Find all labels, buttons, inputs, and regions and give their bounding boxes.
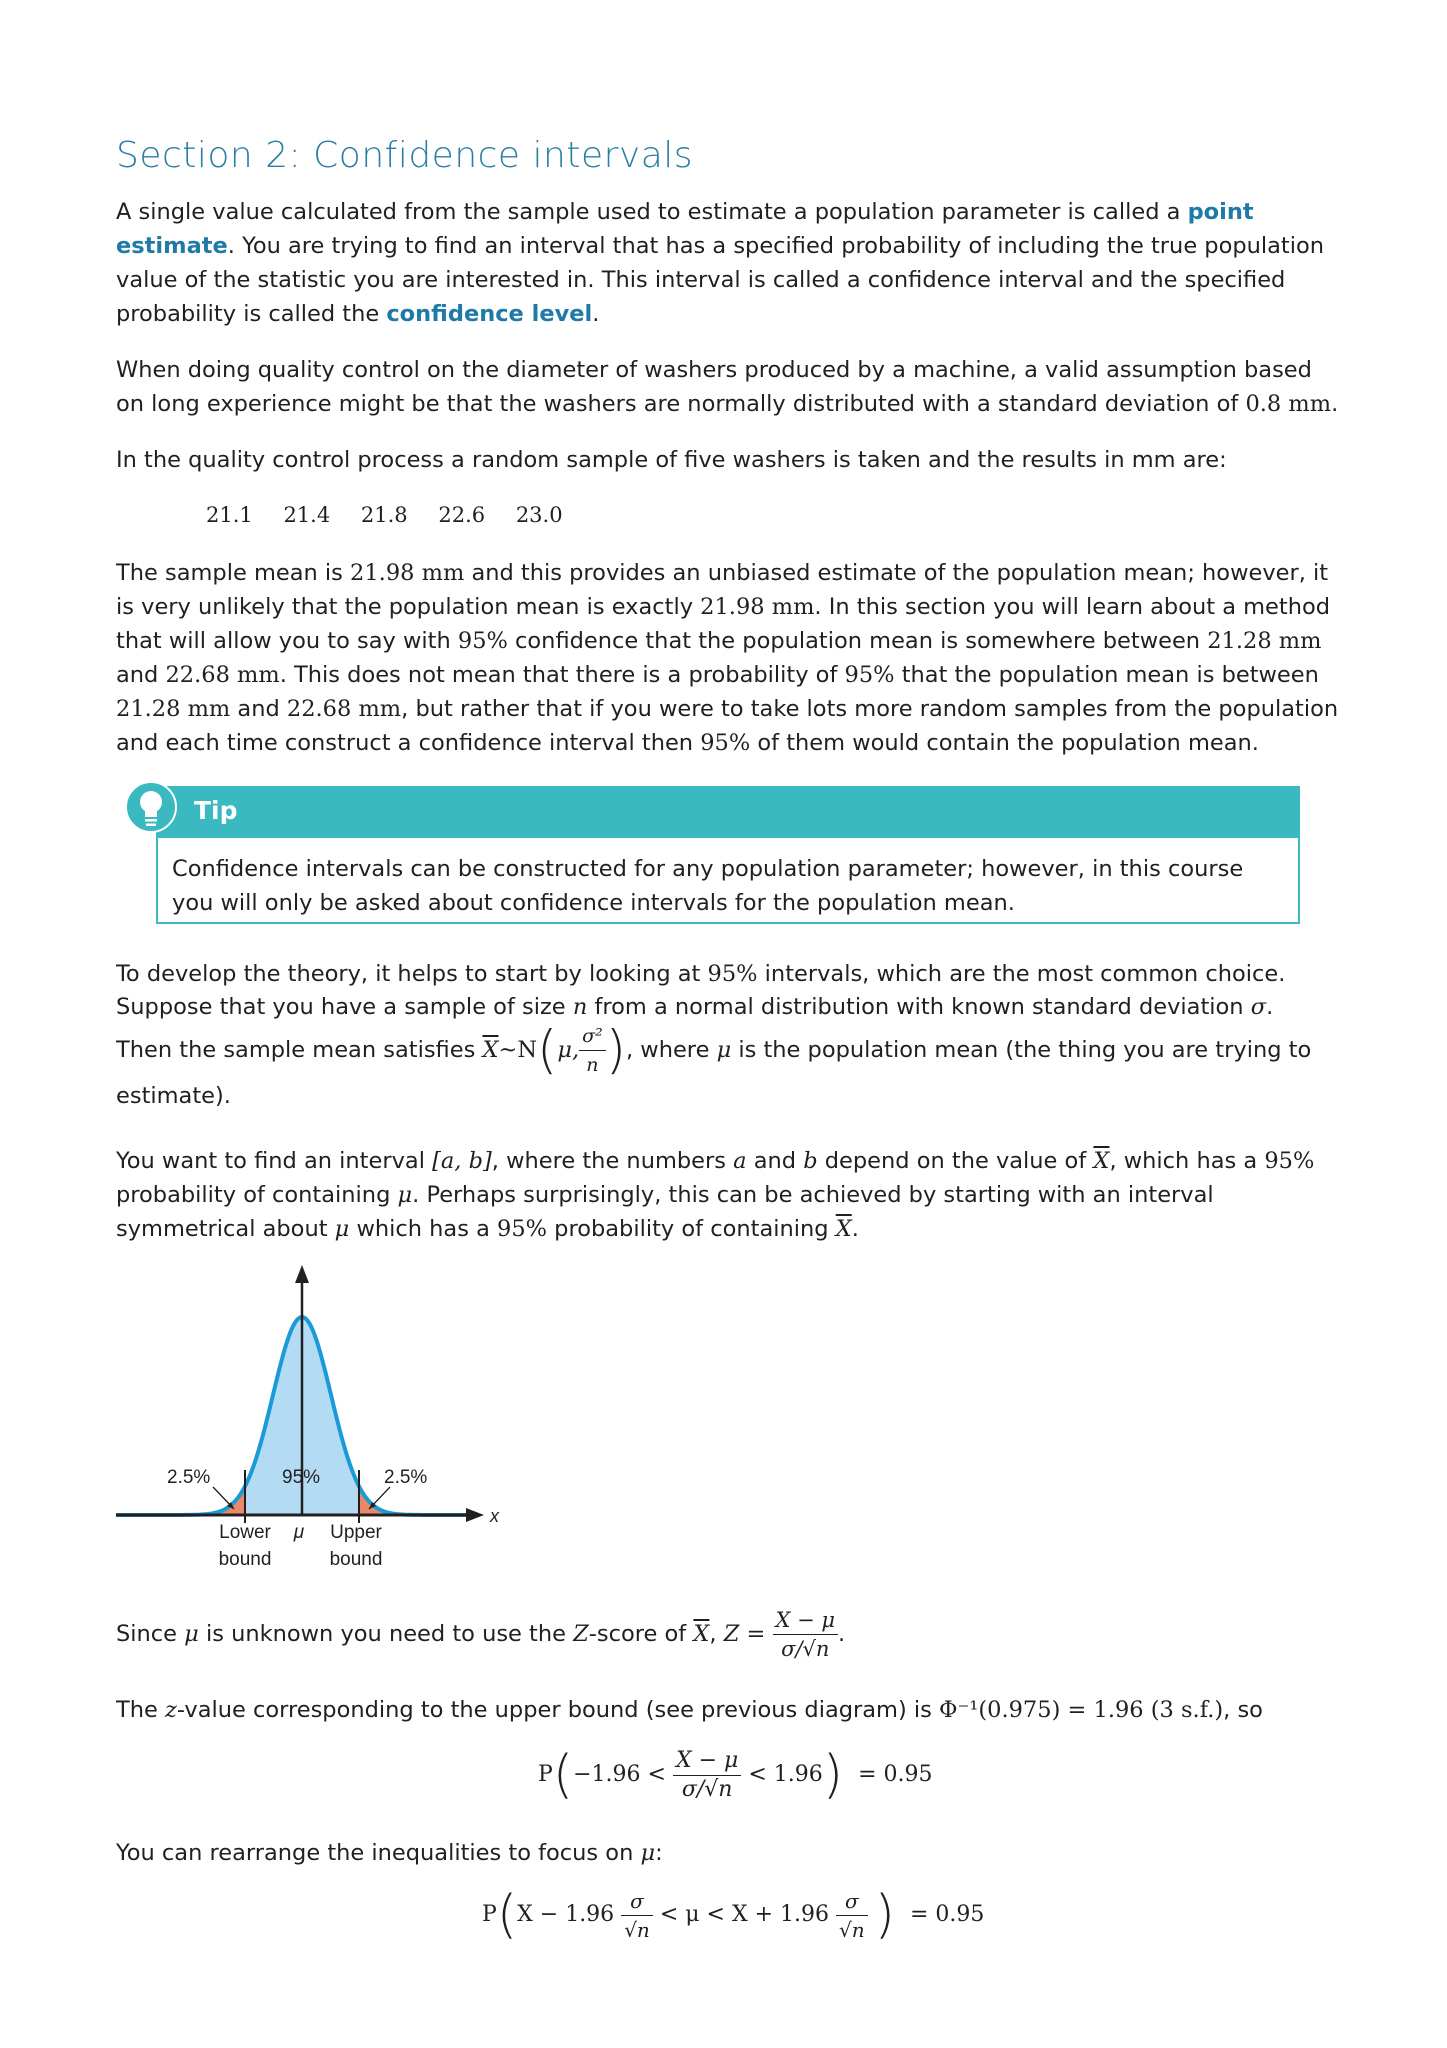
section-heading: Section 2: Confidence intervals [116, 135, 694, 176]
sample-value: 23.0 [515, 503, 563, 527]
keyword-point-estimate: point estimate [116, 199, 1254, 259]
lightbulb-icon [124, 780, 178, 834]
paragraph-rearrange: You can rearrange the inequalities to focus on μ: [116, 1840, 663, 1866]
tip-title: Tip [194, 796, 238, 825]
y-axis-arrowhead [295, 1265, 309, 1283]
normal-distribution-chart [116, 1265, 516, 1585]
paragraph-sample-intro: In the quality control process a random sample of five washers is taken and the results in mm are: [116, 447, 1227, 473]
tip-text: Confidence intervals can be constructed for any population parameter; however, in this course you will only be asked about confidence intervals for the population mean. [172, 856, 1244, 916]
z-score-fraction: $\frac{X - \mu}{\sigma/√n}$ [773, 1606, 839, 1663]
variance-fraction: $\frac{\text{σ²}}{n}$ [579, 1022, 606, 1079]
upper-tail-label: 2.5% [384, 1467, 428, 1488]
standardised-fraction: $\frac{X - \mu}{\sigma/√n}$ [673, 1747, 741, 1804]
paragraph-theory: To develop the theory, it helps to start by looking at 95% intervals, which are the most common choice. Suppose that you have a sample of size n from a normal distribution with known standard deviation σ. [116, 961, 1286, 1020]
sample-value: 21.4 [283, 503, 331, 527]
central-region-label: 95% [282, 1467, 321, 1488]
paragraph-z-score: Since μ is unknown you need to use the Z-score of $\overline{X}$, Z = $\frac{X - \mu}{\sigma/√n}$ . [116, 1608, 846, 1661]
paragraph-sample-mean-distribution: Then the sample mean satisfies $\overline{X}\sim N(\mu$, $\frac{\text{σ²}}{n}$ ), where μ is the population mean (the thing you are trying to estimate). [116, 1020, 1312, 1109]
sample-value: 21.8 [360, 503, 408, 527]
mu-tick-label: μ [293, 1522, 305, 1543]
standard-deviation-value: 0.8 mm [1245, 391, 1332, 417]
paragraph-sample-mean: The sample mean is 21.98 mm and this provides an unbiased estimate of the population mean; however, it is very unlikely that the population mean is exactly 21.98 mm. In this section you will learn about a method that will allow you to say with 95% confidence that the population mean is somewhere between 21.28 mm and 22.68 mm. This does not mean that there is a probability of 95% that the population mean is between 21.28 mm and 22.68 mm, but rather that if you were to take lots more random samples from the population and each time construct a confidence interval then 95% of them would contain the population mean. [116, 560, 1339, 756]
upper-bound-label: Upper bound [329, 1522, 383, 1570]
sample-value: 21.1 [206, 503, 253, 527]
keyword-confidence-level: confidence level [386, 301, 593, 327]
x-axis-arrowhead [466, 1508, 484, 1522]
sample-values [206, 503, 587, 527]
paragraph-washers: When doing quality control on the diameter of washers produced by a machine, a valid assumption based on long experience might be that the washers are normally distributed with a standard deviation of 0.8 mm. [116, 357, 1339, 417]
lower-bound-label: Lower bound [218, 1522, 272, 1570]
tip-header [156, 786, 1300, 838]
lower-tail-label: 2.5% [167, 1467, 211, 1488]
probability-equation-mu: P(X − 1.96 $\frac{\sigma}{√n}$ < μ < X + 1.96 $\frac{\sigma}{√n}$ ) = 0.95 [482, 1885, 985, 1945]
paragraph-z-value: The z-value corresponding to the upper bound (see previous diagram) is Φ⁻¹(0.975) = 1.96 (3 s.f.), so [116, 1697, 1263, 1723]
tip-body [156, 838, 1300, 924]
paragraph-point-estimate: A single value calculated from the sample used to estimate a population parameter is called a point estimate. You are trying to find an interval that has a specified probability of including the true population value of the statistic you are interested in. This interval is called a confidence interval and the specified probability is called the confidence level. [116, 199, 1325, 327]
sigma-over-root-n: $\frac{\sigma}{√n}$ [621, 1887, 653, 1944]
paragraph-interval: You want to find an interval [a, b], where the numbers a and b depend on the value of $\overline{X}$, which has a 95% probability of containing μ. Perhaps surprisingly, this can be achieved by starting with an interval symmetrical about μ which has a 95% probability of containing $\overline{X}$. [116, 1148, 1315, 1242]
x-axis-label: x [490, 1506, 499, 1526]
probability-equation-z: P(−1.96 < $\frac{X - \mu}{\sigma/√n}$ < 1.96) = 0.95 [538, 1745, 933, 1805]
sigma-over-root-n: $\frac{\sigma}{√n}$ [836, 1887, 868, 1944]
sample-value: 22.6 [438, 503, 486, 527]
tip-box [156, 786, 1300, 936]
